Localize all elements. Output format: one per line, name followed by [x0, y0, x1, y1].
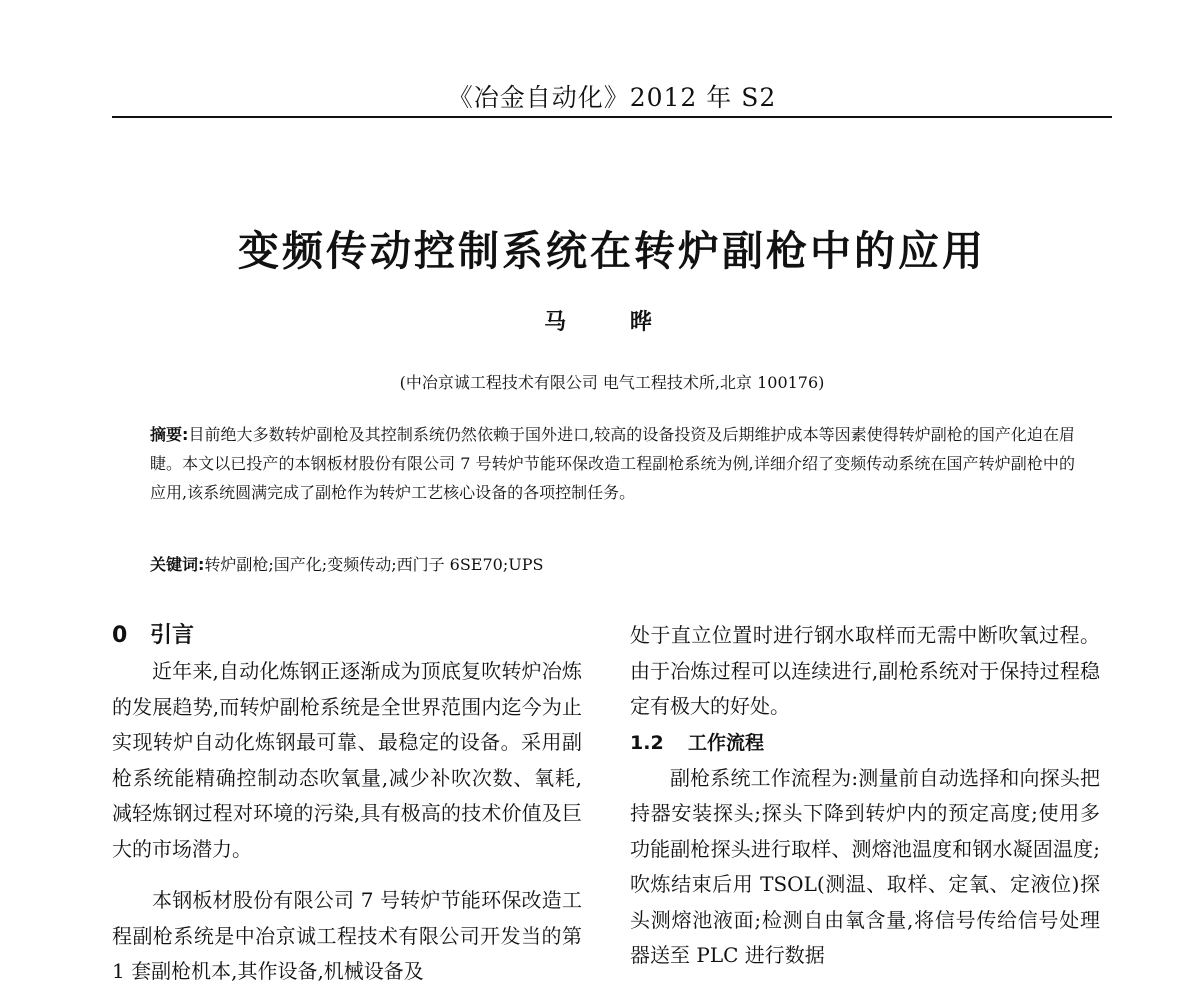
paragraph-gap: [112, 867, 582, 883]
right-column: [630, 618, 1100, 974]
section-title: 引言: [150, 623, 195, 648]
affiliation: (中冶京诚工程技术有限公司 电气工程技术所,北京 100176): [399, 373, 825, 392]
subsection-number: 1.2: [630, 731, 664, 754]
paragraph: 近年来,自动化炼钢正逐渐成为顶底复吹转炉冶炼的发展趋势,而转炉副枪系统是全世界范围内迄今为止实现转炉自动化炼钢最可靠、最稳定的设备。采用副枪系统能精确控制动态吹氧量,减少补吹次数、氧耗,减轻炼钢过程对环境的污染,具有极高的技术价值及巨大的市场潜力。: [112, 659, 582, 861]
subsection-heading: [630, 725, 1100, 761]
running-header: 《冶金自动化》2012 年 S2: [447, 83, 777, 112]
subsection-title: 工作流程: [688, 731, 765, 754]
paragraph: 副枪系统工作流程为:测量前自动选择和向探头把持器安装探头;探头下降到转炉内的预定高度;使用多功能副枪探头进行取样、测熔池温度和钢水凝固温度;吹炼结束后用 TSOL(测温、取样、定氧、定液位)探头测熔池液面;检测自由氧含量,将信号传给信号处理器送至 PLC 进行数据: [630, 765, 1100, 967]
left-column: [112, 618, 582, 990]
abstract-label: 摘要:: [150, 425, 189, 444]
section-number: 0: [112, 623, 128, 648]
paragraph: 本钢板材股份有限公司 7 号转炉节能环保改造工程副枪系统是中冶京诚工程技术有限公司开发当的第 1 套副枪机本,其作设备,机械设备及: [112, 888, 582, 983]
abstract-text: 目前绝大多数转炉副枪及其控制系统仍然依赖于国外进口,较高的设备投资及后期维护成本等因素使得转炉副枪的国产化迫在眉睫。本文以已投产的本钢板材股份有限公司 7 号转炉节能环保改造工程副枪系统为例,详细介绍了变频传动系统在国产转炉副枪中的应用,该系统圆满完成了副枪作为转炉工艺核心设备的各项控制任务。: [150, 425, 1075, 502]
abstract: [150, 420, 1075, 507]
paragraph: 处于直立位置时进行钢水取样而无需中断吹氧过程。由于冶炼过程可以连续进行,副枪系统对于保持过程稳定有极大的好处。: [630, 623, 1100, 718]
keywords-label: 关键词:: [150, 555, 205, 574]
keywords-text: 转炉副枪;国产化;变频传动;西门子 6SE70;UPS: [204, 555, 544, 574]
section-heading: [112, 618, 582, 654]
keywords: [150, 550, 1075, 579]
header-rule: [112, 116, 1112, 118]
paper-title: 变频传动控制系统在转炉副枪中的应用: [238, 227, 986, 275]
author: 马 晔: [544, 310, 680, 335]
